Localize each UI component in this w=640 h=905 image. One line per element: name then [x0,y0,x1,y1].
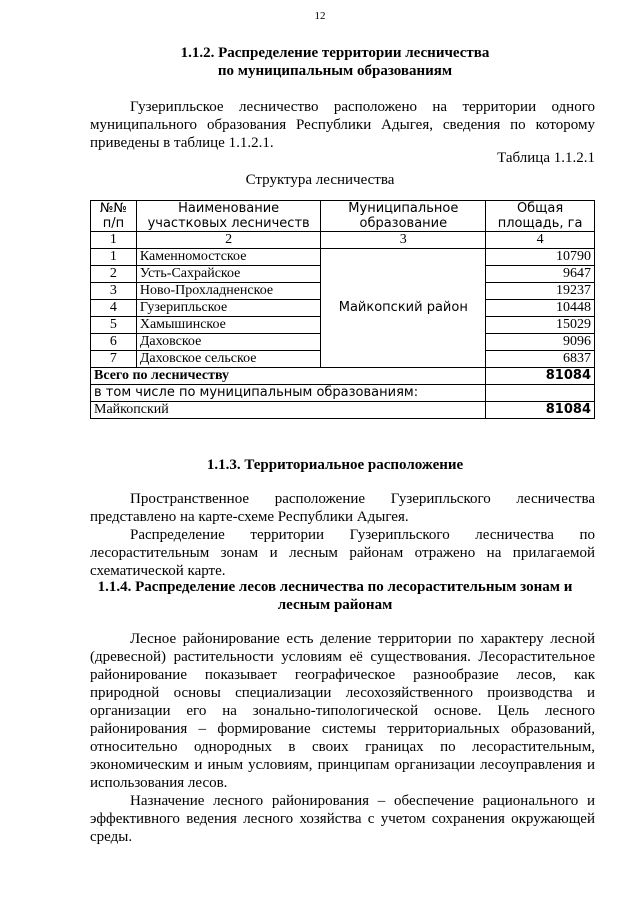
paragraph-text: Гузерипльское лесничество расположено на территории одного муниципального образования Республики Адыгея, сведения по которому приведены в таблице 1.1.2.1. [90,99,595,151]
row-area: 15029 [486,317,595,334]
maikop-value: 81084 [486,402,595,419]
row-num: 1 [91,249,137,266]
including-row [91,385,595,402]
forestry-structure-table [90,200,595,419]
page-number: 12 [314,10,326,22]
total-label: Всего по лесничеству [91,368,486,385]
row-name: Каменномостское [136,249,321,266]
row-num: 4 [91,300,137,317]
paragraph-text: Назначение лесного районирования – обеспечение рационального и эффективного ведения лесного хозяйства с учетом сохранения окружающей среды. [90,793,595,845]
row-name: Усть-Сахрайское [136,266,321,283]
paragraph-text: Лесное районирование есть деление территории по характеру лесной (древесной) растительности условиям её существования. Лесорастительное районирование показывает географическое разнообразие лесов, как природной основы специализации лесохозяйственного производства и организации его на зонально-типологической основе. Цель лесного районирования – формирование системы территориальных образований, относительно однородных в своих границах по лесорастительным, экономическим и иным условиям, принципам организации лесоуправления и использования лесов. [90,631,595,791]
section-title-1-1-2 [70,44,600,80]
including-label: в том числе по муниципальным образованиям: [91,385,486,402]
row-area: 10790 [486,249,595,266]
zoning-paragraph [90,630,595,846]
col-number: 3 [321,232,486,249]
table-caption: Структура лесничества [245,172,395,188]
paragraph-text: Распределение территории Гузерипльского лесничества по лесорастительным зонам и лесным районам отражено на прилагаемой схематической карте. [90,527,595,579]
column-numbers-row [91,232,595,249]
header-area: Общая площадь, га [486,201,595,232]
row-name: Ново-Прохладненское [136,283,321,300]
row-num: 7 [91,351,137,368]
col-number: 4 [486,232,595,249]
row-name: Гузерипльское [136,300,321,317]
section-title-1-1-4 [70,578,600,614]
table-label: Таблица 1.1.2.1 [497,150,595,166]
row-num: 3 [91,283,137,300]
col-number: 1 [91,232,137,249]
total-value: 81084 [486,368,595,385]
section-title-1-1-3: 1.1.3. Территориальное расположение [206,457,464,473]
table-row [91,249,595,266]
empty-cell [486,385,595,402]
row-num: 6 [91,334,137,351]
row-num: 2 [91,266,137,283]
title-line: по муниципальным образованиям [217,63,453,79]
location-paragraph [90,490,595,580]
row-name: Даховское сельское [136,351,321,368]
row-area: 6837 [486,351,595,368]
row-num: 5 [91,317,137,334]
title-line: 1.1.4. Распределение лесов лесничества по лесорастительным зонам и [97,579,573,595]
title-line: лесным районам [277,597,393,613]
row-area: 9647 [486,266,595,283]
col-number: 2 [136,232,321,249]
row-area: 19237 [486,283,595,300]
table-header-row [91,201,595,232]
header-num: №№ п/п [91,201,137,232]
title-line: 1.1.2. Распределение территории лесничества [180,45,490,61]
row-area: 9096 [486,334,595,351]
total-row [91,368,595,385]
maikop-label: Майкопский [91,402,486,419]
row-area: 10448 [486,300,595,317]
row-name: Хамышинское [136,317,321,334]
municipality-cell: Майкопский район [321,249,486,368]
maikop-row [91,402,595,419]
header-municipality: Муниципальное образование [321,201,486,232]
intro-paragraph [90,98,595,152]
header-name: Наименование участковых лесничеств [136,201,321,232]
row-name: Даховское [136,334,321,351]
paragraph-text: Пространственное расположение Гузерипльского лесничества представлено на карте-схеме Республики Адыгея. [90,491,595,525]
